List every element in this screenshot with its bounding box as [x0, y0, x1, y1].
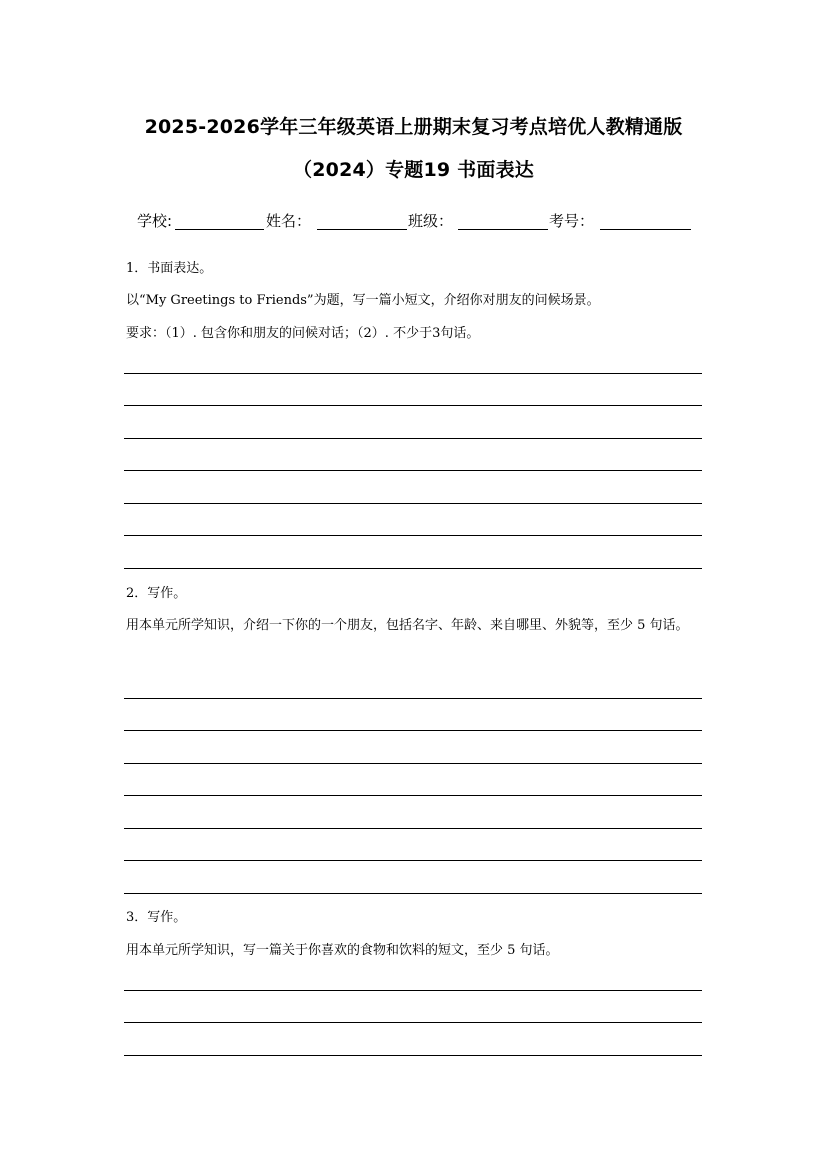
exam-number-label: 考号： — [549, 212, 595, 230]
exam-number-field[interactable] — [600, 229, 691, 230]
answer-line[interactable] — [124, 438, 702, 439]
answer-line[interactable] — [124, 373, 702, 374]
question-prompt: 用本单元所学知识，介绍一下你的一个朋友，包括名字、年龄、来自哪里、外貌等，至少 5 句话。 — [126, 618, 689, 633]
page-subtitle: （2024）专题19 书面表达 — [293, 159, 534, 181]
answer-line[interactable] — [124, 535, 702, 536]
answer-line[interactable] — [124, 860, 702, 861]
answer-line[interactable] — [124, 828, 702, 829]
class-field[interactable] — [458, 229, 548, 230]
school-label: 学校: — [137, 212, 173, 230]
answer-line[interactable] — [124, 568, 702, 569]
question-heading: 2．写作。 — [126, 586, 187, 601]
answer-line[interactable] — [124, 1055, 702, 1056]
school-field[interactable] — [175, 229, 264, 230]
question-heading: 1．书面表达。 — [126, 261, 213, 276]
class-label: 班级： — [408, 212, 454, 230]
answer-line[interactable] — [124, 470, 702, 471]
answer-line[interactable] — [124, 730, 702, 731]
answer-line[interactable] — [124, 503, 702, 504]
question-requirement: 要求：（1）. 包含你和朋友的问候对话；（2）. 不少于3句话。 — [126, 326, 480, 341]
question-prompt: 用本单元所学知识，写一篇关于你喜欢的食物和饮料的短文，至少 5 句话。 — [126, 943, 559, 958]
page-title: 2025-2026学年三年级英语上册期末复习考点培优人教精通版 — [144, 116, 683, 138]
name-label: 姓名： — [266, 212, 312, 230]
question-heading: 3．写作。 — [126, 910, 187, 925]
answer-line[interactable] — [124, 698, 702, 699]
answer-line[interactable] — [124, 405, 702, 406]
name-field[interactable] — [317, 229, 407, 230]
answer-line[interactable] — [124, 990, 702, 991]
question-prompt: 以“My Greetings to Friends”为题，写一篇小短文，介绍你对朋友的问候场景。 — [126, 293, 600, 308]
student-info-row — [137, 210, 697, 232]
answer-line[interactable] — [124, 795, 702, 796]
answer-line[interactable] — [124, 763, 702, 764]
answer-line[interactable] — [124, 893, 702, 894]
answer-line[interactable] — [124, 1022, 702, 1023]
